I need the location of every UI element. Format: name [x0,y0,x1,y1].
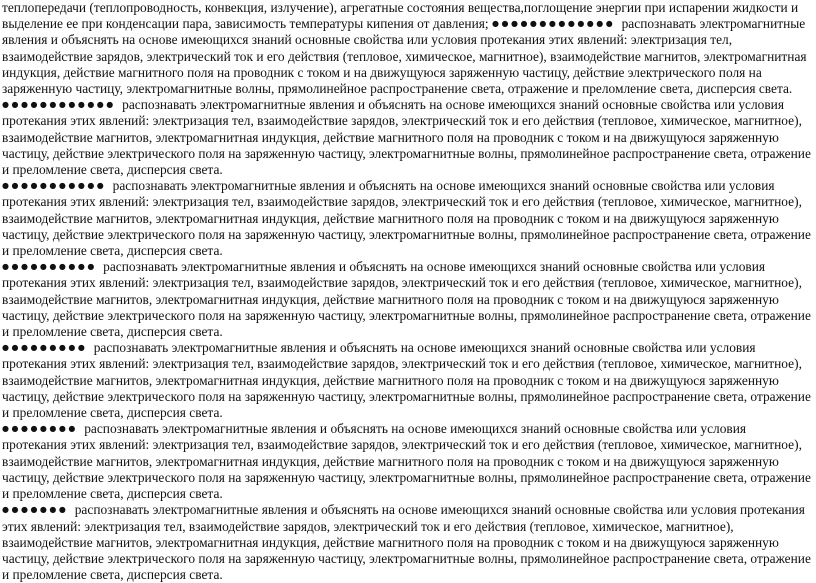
paragraph-item [2,502,814,583]
bullet-row: ●●●●●●●●●●●●● [492,19,616,29]
bullet-row: ●●●●●●●●●●● [2,181,107,191]
paragraph-item [2,340,814,421]
paragraph-item [2,178,814,259]
intro-text: теплопередачи (теплопроводность, конвекция, излучение), агрегатные состояния вещества,поглощение энергии при испарении жидкости и выделение ее при конденсации пара, зависимость температуры кипения от давления; [2,0,799,32]
paragraph-text: распознавать электромагнитные явления и объяснять на основе имеющихся знаний основные свойства или условия протекания этих явлений: электризация тел, взаимодействие зарядов, электрический ток и его действия (тепловое, химическое, магнитное), взаимодействие магнитов, электромагнитная индукция, действие магнитного поля на проводник с током и на движущуюся заряженную частицу, действие электрического поля на заряженную частицу, электромагнитные волны, прямолинейное распространение света, отражение и преломление света, дисперсия света. [2,502,811,583]
paragraph-item [2,259,814,340]
bullet-row: ●●●●●●●●●●●● [2,100,116,110]
paragraph-item [2,97,814,178]
paragraph-text: распознавать электромагнитные явления и объяснять на основе имеющихся знаний основные свойства или условия протекания этих явлений: электризация тел, взаимодействие зарядов, электрический ток и его действия (тепловое, химическое, магнитное), взаимодействие магнитов, электромагнитная индукция, действие магнитного поля на проводник с током и на движущуюся заряженную частицу, действие электрического поля на заряженную частицу, электромагнитные волны, прямолинейное распространение света, отражение и преломление света, дисперсия света. [2,178,811,259]
paragraph-item [2,421,814,502]
bullet-row: ●●●●●●●●● [2,343,88,353]
paragraph-text: распознавать электромагнитные явления и объяснять на основе имеющихся знаний основные свойства или условия протекания этих явлений: электризация тел, взаимодействие зарядов, электрический ток и его действия (тепловое, химическое, магнитное), взаимодействие магнитов, электромагнитная индукция, действие магнитного поля на проводник с током и на движущуюся заряженную частицу, действие электрического поля на заряженную частицу, электромагнитные волны, прямолинейное распространение света, отражение и преломление света, дисперсия света. [2,97,811,178]
bullet-row: ●●●●●●●●●● [2,262,97,272]
bullet-row: ●●●●●●● [2,505,69,515]
paragraph-text: распознавать электромагнитные явления и объяснять на основе имеющихся знаний основные свойства или условия протекания этих явлений: электризация тел, взаимодействие зарядов, электрический ток и его действия (тепловое, химическое, магнитное), взаимодействие магнитов, электромагнитная индукция, действие магнитного поля на проводник с током и на движущуюся заряженную частицу, действие электрического поля на заряженную частицу, электромагнитные волны, прямолинейное распространение света, отражение и преломление света, дисперсия света. [2,421,811,502]
paragraph-text: распознавать электромагнитные явления и объяснять на основе имеющихся знаний основные свойства или условия протекания этих явлений: электризация тел, взаимодействие зарядов, электрический ток и его действия (тепловое, химическое, магнитное), взаимодействие магнитов, электромагнитная индукция, действие магнитного поля на проводник с током и на движущуюся заряженную частицу, действие электрического поля на заряженную частицу, электромагнитные волны, прямолинейное распространение света, отражение и преломление света, дисперсия света. [2,259,811,340]
paragraph-text: распознавать электромагнитные явления и объяснять на основе имеющихся знаний основные свойства или условия протекания этих явлений: электризация тел, взаимодействие зарядов, электрический ток и его действия (тепловое, химическое, магнитное), взаимодействие магнитов, электромагнитная индукция, действие магнитного поля на проводник с током и на движущуюся заряженную частицу, действие электрического поля на заряженную частицу, электромагнитные волны, прямолинейное распространение света, отражение и преломление света, дисперсия света. [2,340,811,421]
paragraph-intro [2,0,814,97]
bullet-row: ●●●●●●●● [2,424,78,434]
paragraph-text: распознавать электромагнитные явления и объяснять на основе имеющихся знаний основные свойства или условия протекания этих явлений: электризация тел, взаимодействие зарядов, электрический ток и его действия (тепловое, химическое, магнитное), взаимодействие магнитов, электромагнитная индукция, действие магнитного поля на проводник с током и на движущуюся заряженную частицу, действие электрического поля на заряженную частицу, электромагнитные волны, прямолинейное распространение света, отражение и преломление света, дисперсия света. [2,16,807,97]
